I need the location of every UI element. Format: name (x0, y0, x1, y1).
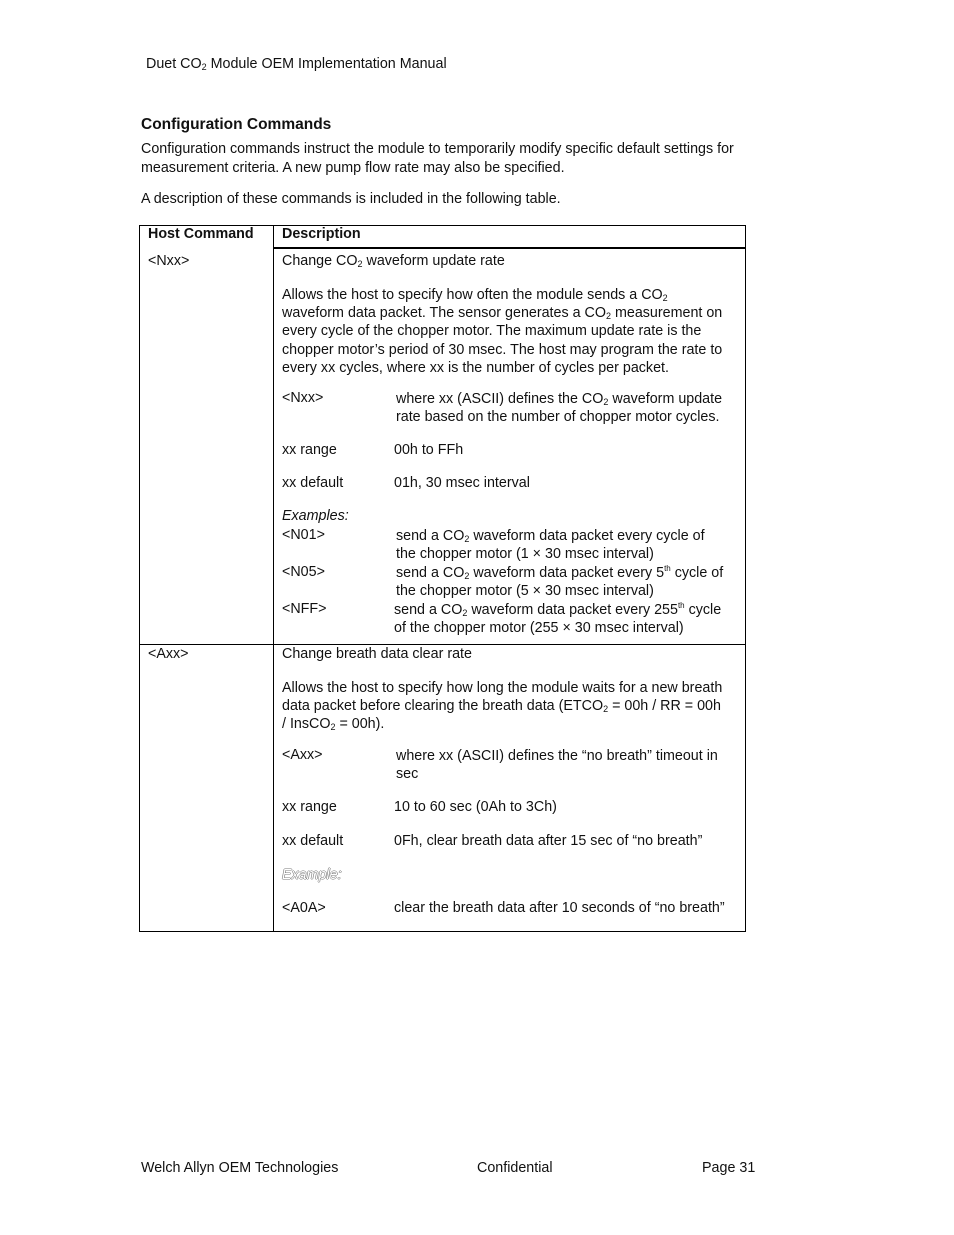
range-label-axx: xx range (282, 799, 337, 815)
param-label-axx: <Axx> (282, 747, 323, 763)
default-label-axx: xx default (282, 833, 344, 849)
example-command-n01: <N01> (282, 527, 325, 543)
range-value-axx: 10 to 60 sec (0Ah to 3Ch) (394, 799, 557, 815)
example-description-a0a: clear the breath data after 10 seconds of “no breath” (394, 900, 725, 916)
description-axx: Allows the host to specify how long the module waits for a new breath data packet before clearing the breath data ($ETCO_2 = 00h$ / RR = 00h / InsCO$_2$ = 00h). (282, 680, 723, 733)
commands-table (139, 225, 746, 932)
example-description-n01: send a $CO_2$ waveform data packet every cycle of the chopper motor (1 × 30 msec interval) (396, 528, 705, 563)
column-header-host-command: Host Command (148, 226, 254, 242)
param-definition-nxx: where xx (ASCII) defines the $CO_2$ waveform update rate based on the number of chopper motor cycles. (396, 391, 723, 426)
row-title-nxx: Change $CO_2$ waveform update rate (282, 253, 505, 269)
description-nxx: Allows the host to specify how often the module sends a $CO_2$ waveform data packet. The sensor generates a $CO_2$ measurement on every cycle of the chopper motor. The maximum update rate is the chopper motor’s period of 30 msec. The host may program the rate to every xx cycles, where xx is the number of cycles per packet. (282, 287, 723, 376)
section-title: Configuration Commands (141, 116, 332, 133)
example-command-a0a: <A0A> (282, 900, 326, 916)
examples-label: Examples: (282, 508, 349, 524)
column-header-description: Description (282, 226, 361, 242)
host-command-nxx: <Nxx> (148, 253, 190, 269)
range-value-nxx: 00h to FFh (394, 442, 464, 458)
footer-page-number: Page 31 (702, 1160, 756, 1176)
param-label-nxx: <Nxx> (282, 390, 324, 406)
example-description-n05: send a $CO_2$ waveform data packet every 5th cycle of the chopper motor (5 × 30 msec interval) (396, 564, 724, 600)
footer-confidential: Confidential (477, 1160, 553, 1176)
example-description-nff: send a $CO_2$ waveform data packet every 255th cycle of the chopper motor (255 × 30 msec interval) (394, 601, 722, 637)
default-value-nxx: 01h, 30 msec interval (394, 475, 530, 491)
example-command-nff: <NFF> (282, 601, 327, 617)
header-rule (273, 247, 745, 249)
host-command-axx: <Axx> (148, 646, 189, 662)
table-intro: A description of these commands is included in the following table. (141, 191, 561, 207)
example-label-axx: Example: (282, 867, 342, 883)
default-value-axx: 0Fh, clear breath data after 15 sec of “no breath” (394, 833, 703, 849)
row-divider (140, 644, 745, 645)
default-label-nxx: xx default (282, 475, 344, 491)
example-command-n05: <N05> (282, 564, 325, 580)
running-header: Duet $CO_2$ Module OEM Implementation Manual (146, 56, 447, 72)
row-title-axx: Change breath data clear rate (282, 646, 472, 662)
range-label-nxx: xx range (282, 442, 337, 458)
param-definition-axx: where xx (ASCII) defines the “no breath” timeout in sec (396, 748, 718, 783)
intro-paragraph: Configuration commands instruct the module to temporarily modify specific default settings for measurement criteria. A new pump flow rate may also be specified. (141, 141, 734, 176)
footer-company: Welch Allyn OEM Technologies (141, 1160, 339, 1176)
column-divider (273, 226, 274, 931)
